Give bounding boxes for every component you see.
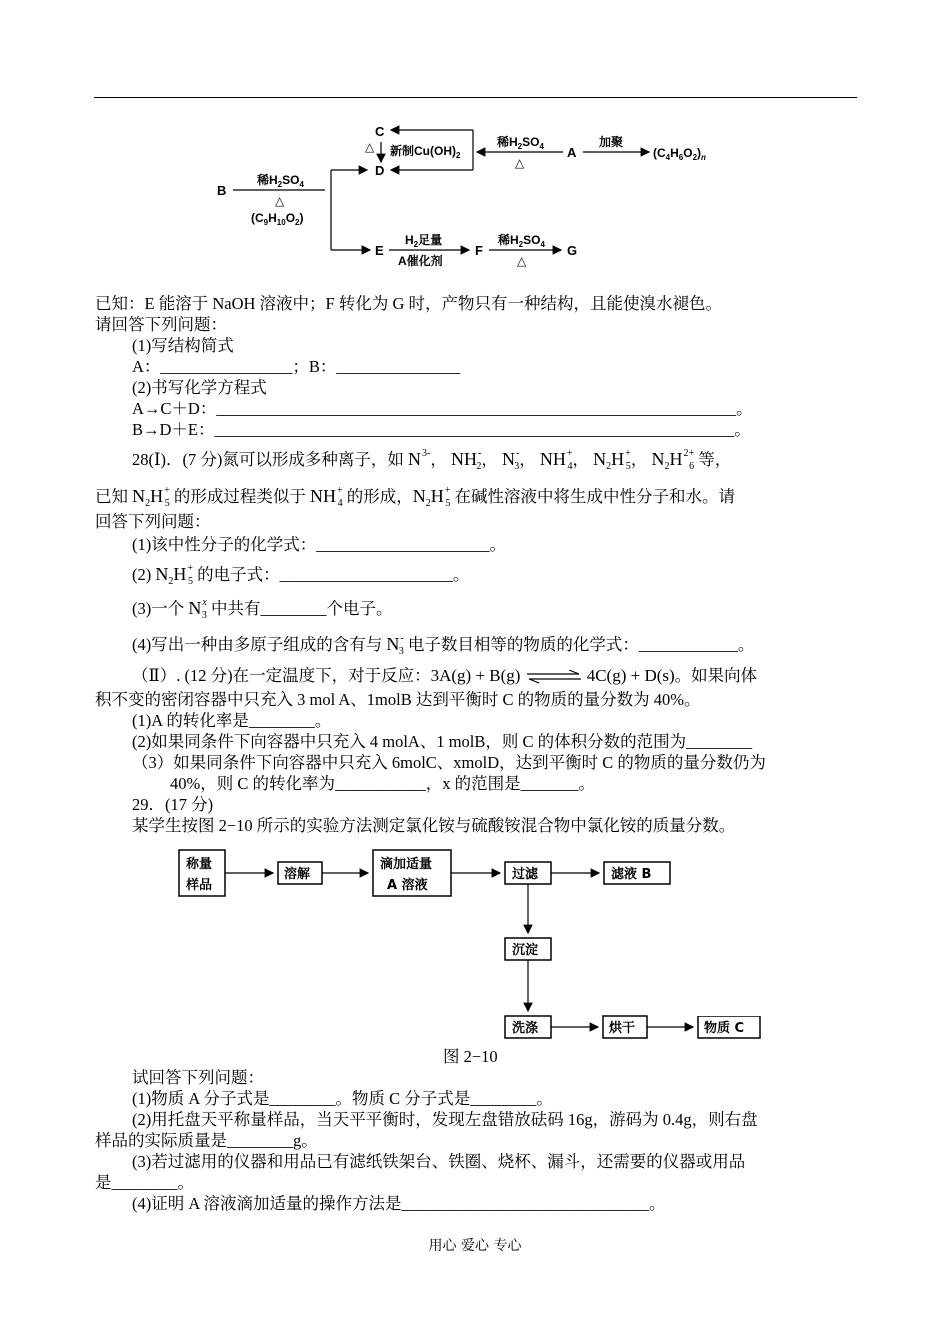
- figure-caption: 图 2−10: [443, 1047, 498, 1066]
- equation-right: 4C(g) + D(s): [586, 666, 675, 685]
- polymerize-label: 加聚: [599, 135, 624, 149]
- reagent-h2so4-3: 稀H: [498, 233, 519, 247]
- box-add-a-line1: 滴加适量: [380, 857, 433, 872]
- q28II-line2: 积不变的密闭容器中只充入 3 mol A、1molB 达到平衡时 C 的物质的量分数为 40%。: [95, 690, 701, 709]
- q28II-q1: (1)A 的转化率是________。: [132, 711, 332, 730]
- heat-symbol-4: △: [517, 254, 527, 268]
- reagent-h2: H: [405, 233, 414, 247]
- svg-text:新制Cu(OH)2: 新制$Cu(OH)_2$: [390, 144, 461, 160]
- node-g: G: [567, 243, 578, 258]
- q29-intro: 某学生按图 2−10 所示的实验方法测定氯化铵与硫酸铵混合物中氯化铵的质量分数。: [132, 816, 736, 835]
- reagent-h2so4-2: 稀H: [257, 173, 278, 187]
- q28-line1: 28(Ⅰ)．(7 分)氮可以形成多种离子，如 $N^{3-}$， $NH^-_2$， $N^-_3$， $NH^+_4$， $N_2H^+_5$， $N_2H^{2+}_6$ 等，: [132, 448, 732, 472]
- known-info: 已知：E 能溶于 NaOH 溶液中；F 转化为 G 时，产物只有一种结构，且能使溴水褪色。: [95, 294, 722, 313]
- q1-answer-line: A：________________；B：_______________: [132, 357, 461, 376]
- box-weigh-line2: 样品: [186, 878, 213, 893]
- node-d: D: [375, 163, 385, 178]
- ion-n2h5-plus-3: $N_2H^+_5$: [412, 485, 451, 509]
- q29-q4: (4)证明 A 溶液滴加适量的操作方法是______________________________。: [132, 1194, 666, 1213]
- b-formula: $(C_9H_{10}O_2)$: [251, 211, 304, 227]
- q29-q3: (3)若过滤用的仪器和用品已有滤纸铁架台、铁圈、烧杯、漏斗，还需要的仪器或用品: [132, 1152, 746, 1171]
- q28II-q3: （3）如果同条件下向容器中只充入 6molC、xmolD，达到平衡时 C 的物质的量分数仍为: [132, 753, 766, 772]
- page-footer: 用心 爱心 专心: [428, 1238, 522, 1254]
- reaction-scheme: [215, 118, 735, 278]
- node-b: B: [217, 183, 227, 198]
- heat-symbol-1: △: [365, 140, 375, 154]
- box-filtrate-b: 滤液 B: [611, 867, 652, 882]
- ion-nh4-plus: $NH^+_4$: [539, 448, 573, 472]
- equilibrium-arrow-icon: [525, 670, 583, 684]
- q28-line2: 已知 $N_2H^+_5$ 的形成过程类似于 $NH^+_4$ 的形成，$N_2H^+_5$ 在碱性溶液中将生成中性分子和水。请: [95, 485, 736, 509]
- q28-line3: 回答下列问题：: [95, 512, 211, 531]
- q29-q2: (2)用托盘天平称量样品，当天平平衡时，发现左盘错放砝码 16g，游码为 0.4g，则右盘: [132, 1110, 758, 1129]
- q28II-q3b: 40%，则 C 的转化率为___________，x 的范围是_______。: [170, 774, 595, 793]
- q29-q3b: 是________。: [95, 1173, 194, 1192]
- please-answer: 请回答下列问题：: [95, 315, 227, 334]
- node-a: A: [567, 145, 577, 160]
- q1-title: (1)写结构简式: [132, 336, 234, 355]
- polymer-formula: $(C_4H_6O_2)_n$: [653, 146, 706, 162]
- reagent-h2so4-1: 稀H: [497, 135, 518, 149]
- heat-symbol-2: △: [515, 156, 525, 170]
- try-answer: 试回答下列问题：: [132, 1068, 264, 1087]
- ion-n3-minus-2: $N^-_3$: [386, 633, 404, 657]
- q2-a-line: A→C＋D：_______________________________________________________________。: [132, 399, 753, 418]
- q28-q3: (3)一个 $N^x_3$ 中共有________个电子。: [132, 597, 393, 621]
- ion-n2h5-plus-4: $N_2H^+_5$: [155, 563, 194, 587]
- svg-text:稀H2SO4: 稀$H_2SO_4$: [497, 135, 544, 151]
- box-precipitate: 沉淀: [512, 943, 539, 958]
- q28-q4: (4)写出一种由多原子组成的含有与 $N^-_3$ 电子数目相等的物质的化学式：____________。: [132, 633, 755, 657]
- q2-b-line: B→D＋E：_______________________________________________________________。: [132, 420, 751, 439]
- header-rule: [94, 97, 857, 98]
- q29-q1: (1)物质 A 分子式是________。物质 C 分子式是________。: [132, 1089, 553, 1108]
- svg-text:H2足量: $H_2$足量: [405, 233, 443, 249]
- svg-text:稀H2SO4: 稀$H_2SO_4$: [257, 173, 304, 189]
- node-e: E: [375, 243, 384, 258]
- heat-symbol-3: △: [275, 194, 285, 208]
- box-dry: 烘干: [609, 1021, 636, 1036]
- ion-n2h5-plus-2: $N_2H^+_5$: [132, 485, 170, 509]
- reagent-cuoh2: 新制Cu(OH): [390, 144, 456, 158]
- ion-nh2-minus: $NH^-_2$: [450, 448, 482, 472]
- q2-title: (2)书写化学方程式: [132, 378, 267, 397]
- ion-n3-x: $N^x_3$: [188, 597, 207, 621]
- ion-n3-minus: $N^{3-}$: [408, 448, 431, 469]
- box-filter: 过滤: [512, 867, 539, 882]
- node-f: F: [475, 243, 483, 258]
- ion-n3-azide: $N^-_3$: [501, 448, 520, 472]
- a-catalyst: A催化剂: [398, 254, 443, 268]
- q28II-q2: (2)如果同条件下向容器中只充入 4 molA、1 molB，则 C 的体积分数的范围为________: [132, 732, 753, 751]
- node-c: C: [375, 124, 385, 139]
- q29-title: 29．(17 分): [132, 795, 214, 814]
- flowchart: [178, 846, 678, 1046]
- q28II-line1: （Ⅱ）. (12 分)在一定温度下，对于反应：3A(g) + B(g) 4C(g) + D(s)。如果向体: [132, 666, 758, 685]
- box-substance-c: 物质 C: [704, 1021, 745, 1036]
- ion-n2h6-2plus: $N_2H^{2+}_6$: [651, 448, 695, 472]
- equation-left: 3A(g) + B(g): [430, 666, 521, 685]
- q29-q2b: 样品的实际质量是________g。: [95, 1131, 318, 1150]
- ion-n2h5-plus: $N_2H^+_5$: [593, 448, 631, 472]
- ion-nh4-plus-2: $NH^+_4$: [310, 485, 343, 509]
- box-dissolve: 溶解: [284, 867, 311, 882]
- flowchart-tail: [647, 1016, 767, 1040]
- svg-text:稀H2SO4: 稀$H_2SO_4$: [498, 233, 545, 249]
- box-weigh-line1: 称量: [186, 857, 213, 872]
- q28-q1: (1)该中性分子的化学式：_____________________。: [132, 535, 506, 554]
- q28-q2: (2) $N_2H^+_5$ 的电子式：_____________________。: [132, 563, 470, 587]
- box-wash: 洗涤: [512, 1021, 539, 1036]
- box-add-a-line2: A 溶液: [387, 878, 428, 893]
